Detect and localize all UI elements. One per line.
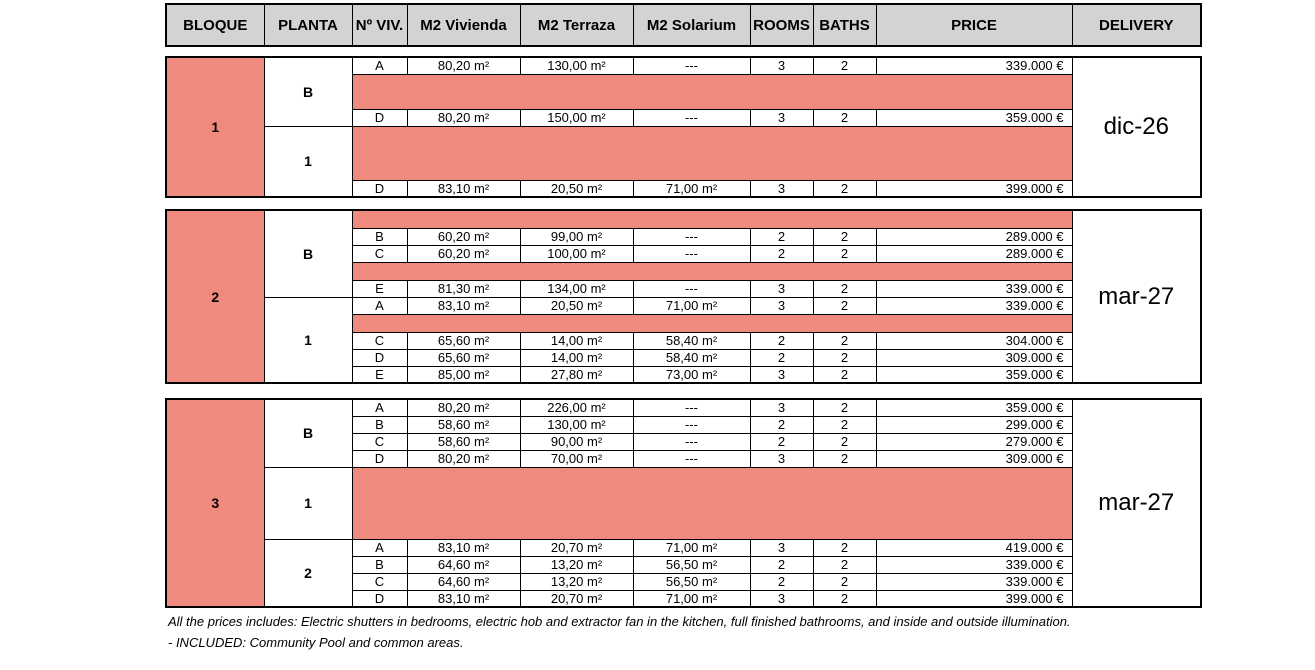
vivienda-cell: 80,20 m² [407,57,520,74]
sold-band [352,262,1072,280]
vivienda-cell: 58,60 m² [407,416,520,433]
vivienda-cell: 83,10 m² [407,297,520,314]
vivienda-cell: 81,30 m² [407,280,520,297]
terraza-cell: 14,00 m² [520,349,633,366]
vivienda-cell: 60,20 m² [407,245,520,262]
rooms-cell: 3 [750,109,813,126]
viv-cell: A [352,57,407,74]
viv-cell: E [352,366,407,383]
viv-cell: E [352,280,407,297]
rooms-cell: 3 [750,590,813,607]
baths-cell: 2 [813,297,876,314]
solarium-cell: 71,00 m² [633,297,750,314]
vivienda-cell: 80,20 m² [407,450,520,467]
rooms-cell: 3 [750,539,813,556]
baths-cell: 2 [813,366,876,383]
price-cell: 339.000 € [876,297,1072,314]
viv-cell: A [352,297,407,314]
terraza-cell: 226,00 m² [520,399,633,416]
vivienda-cell: 64,60 m² [407,573,520,590]
rooms-cell: 2 [750,349,813,366]
terraza-cell: 150,00 m² [520,109,633,126]
planta-cell: 1 [264,126,352,197]
vivienda-cell: 83,10 m² [407,539,520,556]
vivienda-cell: 64,60 m² [407,556,520,573]
bloque-cell: 3 [166,399,264,607]
viv-cell: D [352,109,407,126]
vivienda-cell: 65,60 m² [407,349,520,366]
bloque-cell: 2 [166,210,264,383]
block-2-table [165,209,1202,384]
header-rooms: ROOMS [750,4,813,46]
planta-cell: 2 [264,539,352,607]
terraza-cell: 20,70 m² [520,590,633,607]
table-row [166,399,1201,416]
footnote-inclusions: All the prices includes: Electric shutters in bedrooms, electric hob and extractor fan in the kitchen, full finished bathrooms, and inside and outside illumination. [168,614,1071,629]
price-cell: 289.000 € [876,228,1072,245]
rooms-cell: 2 [750,228,813,245]
solarium-cell: --- [633,57,750,74]
price-cell: 359.000 € [876,109,1072,126]
baths-cell: 2 [813,573,876,590]
terraza-cell: 20,50 m² [520,297,633,314]
solarium-cell: --- [633,109,750,126]
sold-band [352,467,1072,539]
price-cell: 339.000 € [876,57,1072,74]
price-table-header [165,3,1202,47]
vivienda-cell: 58,60 m² [407,433,520,450]
header-bloque: BLOQUE [166,4,264,46]
terraza-cell: 13,20 m² [520,573,633,590]
viv-cell: B [352,416,407,433]
sold-band [352,210,1072,228]
viv-cell: A [352,539,407,556]
block-1-table [165,56,1202,198]
table-row [166,57,1201,74]
baths-cell: 2 [813,280,876,297]
sold-band [352,126,1072,180]
table-row [166,539,1201,556]
price-cell: 339.000 € [876,280,1072,297]
header-m2-solarium: M2 Solarium [633,4,750,46]
baths-cell: 2 [813,109,876,126]
header-delivery: DELIVERY [1072,4,1201,46]
baths-cell: 2 [813,228,876,245]
solarium-cell: 71,00 m² [633,180,750,197]
header-planta: PLANTA [264,4,352,46]
solarium-cell: 73,00 m² [633,366,750,383]
solarium-cell: --- [633,280,750,297]
sold-row [166,210,1201,228]
baths-cell: 2 [813,349,876,366]
planta-cell: 1 [264,297,352,383]
viv-cell: A [352,399,407,416]
solarium-cell: 56,50 m² [633,556,750,573]
vivienda-cell: 65,60 m² [407,332,520,349]
price-cell: 309.000 € [876,349,1072,366]
vivienda-cell: 80,20 m² [407,109,520,126]
price-cell: 359.000 € [876,399,1072,416]
solarium-cell: --- [633,228,750,245]
header-nviv: Nº VIV. [352,4,407,46]
baths-cell: 2 [813,332,876,349]
rooms-cell: 2 [750,573,813,590]
planta-cell: B [264,57,352,126]
terraza-cell: 14,00 m² [520,332,633,349]
sold-band [352,314,1072,332]
header-price: PRICE [876,4,1072,46]
rooms-cell: 2 [750,556,813,573]
viv-cell: C [352,433,407,450]
viv-cell: D [352,590,407,607]
rooms-cell: 3 [750,399,813,416]
rooms-cell: 3 [750,57,813,74]
baths-cell: 2 [813,245,876,262]
viv-cell: D [352,180,407,197]
price-cell: 309.000 € [876,450,1072,467]
baths-cell: 2 [813,57,876,74]
rooms-cell: 3 [750,450,813,467]
baths-cell: 2 [813,556,876,573]
bloque-cell: 1 [166,57,264,197]
viv-cell: C [352,245,407,262]
solarium-cell: 56,50 m² [633,573,750,590]
header-m2-vivienda: M2 Vivienda [407,4,520,46]
rooms-cell: 3 [750,280,813,297]
price-cell: 399.000 € [876,590,1072,607]
price-cell: 339.000 € [876,556,1072,573]
baths-cell: 2 [813,590,876,607]
terraza-cell: 130,00 m² [520,416,633,433]
viv-cell: D [352,450,407,467]
footnote-pool: - INCLUDED: Community Pool and common areas. [168,635,464,650]
header-m2-terraza: M2 Terraza [520,4,633,46]
delivery-cell: mar-27 [1072,399,1201,607]
price-cell: 359.000 € [876,366,1072,383]
solarium-cell: --- [633,245,750,262]
vivienda-cell: 80,20 m² [407,399,520,416]
terraza-cell: 70,00 m² [520,450,633,467]
planta-cell: 1 [264,467,352,539]
terraza-cell: 20,50 m² [520,180,633,197]
price-cell: 339.000 € [876,573,1072,590]
vivienda-cell: 83,10 m² [407,180,520,197]
rooms-cell: 3 [750,180,813,197]
rooms-cell: 3 [750,297,813,314]
viv-cell: B [352,556,407,573]
footnotes [168,614,1138,656]
vivienda-cell: 60,20 m² [407,228,520,245]
table-row [166,297,1201,314]
terraza-cell: 27,80 m² [520,366,633,383]
solarium-cell: 58,40 m² [633,349,750,366]
viv-cell: D [352,349,407,366]
sold-band [352,74,1072,109]
solarium-cell: --- [633,399,750,416]
block-3-table [165,398,1202,608]
price-cell: 299.000 € [876,416,1072,433]
rooms-cell: 2 [750,332,813,349]
solarium-cell: --- [633,450,750,467]
planta-cell: B [264,399,352,467]
terraza-cell: 99,00 m² [520,228,633,245]
solarium-cell: 71,00 m² [633,590,750,607]
terraza-cell: 100,00 m² [520,245,633,262]
solarium-cell: --- [633,433,750,450]
price-cell: 304.000 € [876,332,1072,349]
delivery-cell: dic-26 [1072,57,1201,197]
rooms-cell: 3 [750,366,813,383]
sold-row [166,467,1201,539]
sold-row [166,126,1201,180]
solarium-cell: 71,00 m² [633,539,750,556]
rooms-cell: 2 [750,416,813,433]
terraza-cell: 90,00 m² [520,433,633,450]
price-cell: 419.000 € [876,539,1072,556]
price-cell: 289.000 € [876,245,1072,262]
header-baths: BATHS [813,4,876,46]
terraza-cell: 130,00 m² [520,57,633,74]
viv-cell: C [352,332,407,349]
delivery-cell: mar-27 [1072,210,1201,383]
price-cell: 399.000 € [876,180,1072,197]
solarium-cell: 58,40 m² [633,332,750,349]
baths-cell: 2 [813,450,876,467]
baths-cell: 2 [813,416,876,433]
viv-cell: C [352,573,407,590]
terraza-cell: 13,20 m² [520,556,633,573]
planta-cell: B [264,210,352,297]
baths-cell: 2 [813,399,876,416]
terraza-cell: 20,70 m² [520,539,633,556]
rooms-cell: 2 [750,433,813,450]
terraza-cell: 134,00 m² [520,280,633,297]
viv-cell: B [352,228,407,245]
solarium-cell: --- [633,416,750,433]
vivienda-cell: 85,00 m² [407,366,520,383]
baths-cell: 2 [813,180,876,197]
baths-cell: 2 [813,539,876,556]
price-cell: 279.000 € [876,433,1072,450]
rooms-cell: 2 [750,245,813,262]
baths-cell: 2 [813,433,876,450]
vivienda-cell: 83,10 m² [407,590,520,607]
